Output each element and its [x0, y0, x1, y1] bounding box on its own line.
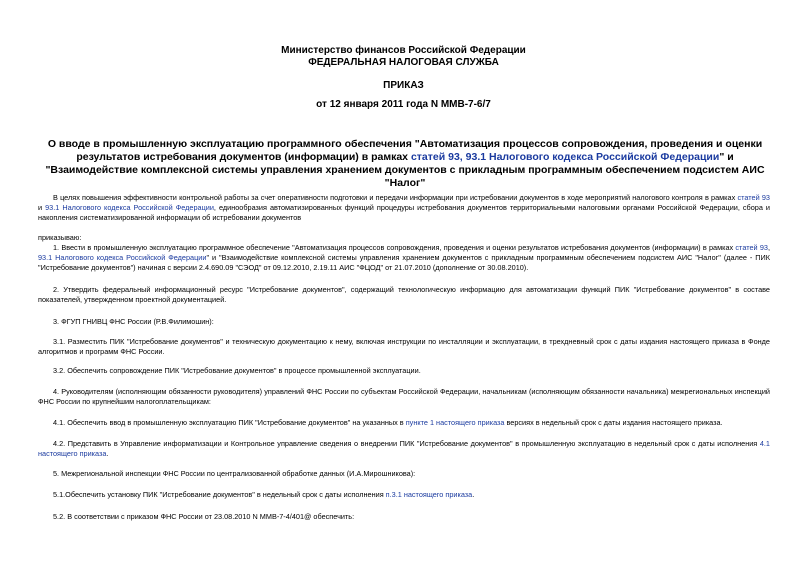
p2-text: 2. Утвердить федеральный информационный ресурс "Истребование документов", содержащий технологическую информацию для автоматизации функций ПИК "Истребование документов" в составе показателей, утвержденном проектной документацией.	[38, 285, 770, 304]
paragraph-3	[38, 317, 770, 327]
intro-text-1: В целях повышения эффективности контрольной работы за счет оперативности подготовки и передачи информации при истребовании документов в ходе мероприятий налогового контроля в рамках	[53, 193, 738, 202]
paragraph-2	[38, 285, 770, 305]
intro-link-art93-1[interactable]: 93.1 Налогового кодекса Российской Федерации	[45, 203, 214, 212]
p5-text: 5. Межрегиональной инспекции ФНС России по централизованной обработке данных (И.А.Мирошникова):	[53, 469, 416, 478]
p5-1-link[interactable]: п.3.1 настоящего приказа	[385, 490, 473, 499]
paragraph-3-2	[38, 366, 770, 376]
p1-link-art93[interactable]: статей 93	[735, 243, 768, 252]
document-title	[42, 138, 768, 190]
intro-text-3: , единообразия автоматизированных функций процедуры истребования документов территориальными налоговыми органами Российской Федерации, сбора и накопления систематизированной информации об истребовании документов	[38, 203, 771, 222]
intro-paragraph	[38, 193, 770, 223]
p4-2-text-1: 4.2. Представить в Управление информатизации и Контрольное управление сведения о внедрении ПИК "Истребование документов" в промышленную эксплуатацию в недельный срок с даты исполнения	[53, 439, 760, 448]
p4-1-text-1: 4.1. Обеспечить ввод в промышленную эксплуатацию ПИК "Истребование документов" на указанных в	[53, 418, 406, 427]
p4-2-text-2: .	[106, 449, 109, 458]
intro-text-2: и	[38, 203, 46, 212]
title-text-2: " и "Взаимодействие комплексной системы управления хранением документов с прикладным программным обеспечением подсистем АИС "Налог"	[45, 151, 765, 189]
p1-text-2: ,	[767, 243, 770, 252]
paragraph-5-1	[38, 490, 770, 500]
p4-2-link[interactable]: 4.1 настоящего приказа	[38, 439, 770, 458]
title-link-articles[interactable]: статей 93, 93.1 Налогового кодекса Российской Федерации	[410, 151, 720, 163]
p1-text-3: " и "Взаимодействие комплексной системы управления хранением документов с прикладным программным обеспечением подсистем АИС "Налог" (далее - ПИК "Истребование документов") начиная с версии 2.4.690.09 "СЭОД" от 09.12.2010, 2.19.11 АИС "ФЦОД" от 21.07.2010 (дополнение от 30.08.2010).	[38, 253, 770, 272]
p4-1-text-2: версиях в недельный срок с даты издания настоящего приказа.	[504, 418, 723, 427]
order-word: приказываю:	[38, 233, 82, 242]
p1-text-1: 1. Ввести в промышленную эксплуатацию программное обеспечение "Автоматизация процессов сопровождения, проведения и оценки результатов истребования документов (информации) в рамках	[53, 243, 736, 252]
paragraph-5	[38, 469, 770, 479]
p3-text: 3. ФГУП ГНИВЦ ФНС России (Р.В.Филимошин):	[53, 317, 214, 326]
title-text-1: О вводе в промышленную эксплуатацию программного обеспечения "Автоматизация процессов сопровождения, проведения и оценки результатов истребования документов (информации) в рамках	[47, 138, 763, 163]
p3-1-text: 3.1. Разместить ПИК "Истребование документов" и техническую документацию к нему, включая инструкции по инсталляции и эксплуатации, в трехдневный срок с даты издания настоящего приказа в Фонде алгоритмов и программ ФНС России.	[38, 337, 770, 356]
p5-1-text-1: 5.1.Обеспечить установку ПИК "Истребование документов" в недельный срок с даты исполнения	[53, 490, 386, 499]
intro-link-art93[interactable]: статей 93	[737, 193, 770, 202]
paragraph-4-2	[38, 439, 770, 459]
p5-2-text: 5.2. В соответствии с приказом ФНС России от 23.08.2010 N ММВ-7-4/401@ обеспечить:	[53, 512, 355, 521]
header-block	[0, 45, 807, 69]
p4-text: 4. Руководителям (исполняющим обязанности руководителя) управлений ФНС России по субъектам Российской Федерации, начальникам (исполняющим обязанности начальника) межрегиональных инспекций ФНС России по крупнейшим налогоплательщикам:	[38, 387, 770, 406]
p4-1-link[interactable]: пункте 1 настоящего приказа	[405, 418, 505, 427]
service-name: ФЕДЕРАЛЬНАЯ НАЛОГОВАЯ СЛУЖБА	[308, 57, 499, 68]
p3-2-text: 3.2. Обеспечить сопровождение ПИК "Истребование документов" в процессе промышленной эксплуатации.	[53, 366, 421, 375]
ministry-name: Министерство финансов Российской Федерации	[281, 45, 526, 56]
p5-1-text-2: .	[472, 490, 475, 499]
p1-link-art93-1[interactable]: 93.1 Налогового кодекса Российской Федерации	[38, 253, 207, 262]
document-date-number: от 12 января 2011 года N ММВ-7-6/7	[316, 99, 491, 110]
paragraph-3-1	[38, 337, 770, 357]
paragraph-5-2	[38, 512, 770, 522]
paragraph-4	[38, 387, 770, 407]
paragraph-1	[38, 243, 770, 273]
document-type: ПРИКАЗ	[383, 80, 424, 91]
paragraph-4-1	[38, 418, 770, 428]
